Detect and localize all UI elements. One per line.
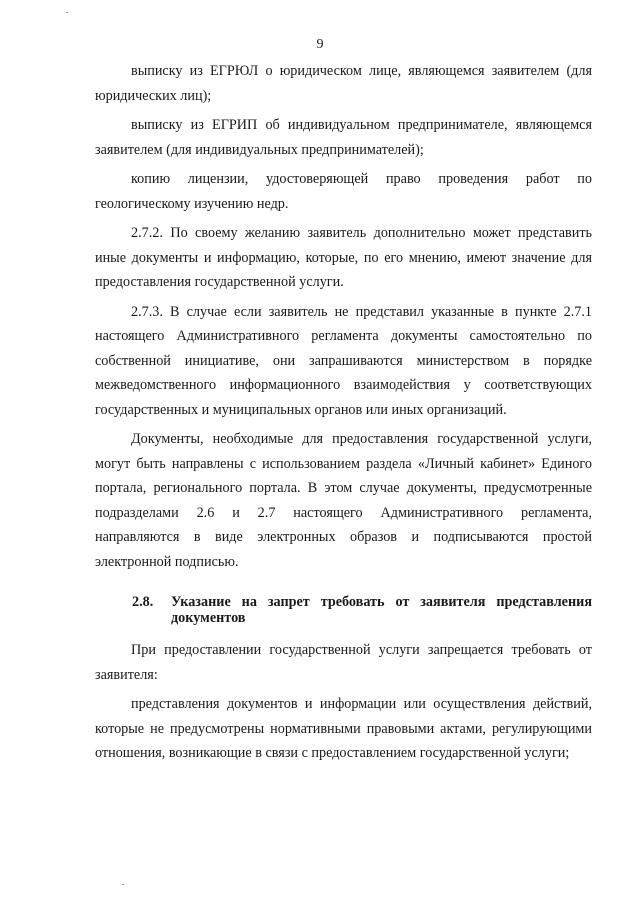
section-title: Указание на запрет требовать от заявителя представления документов: [171, 594, 592, 626]
paragraph-egrip-extract: выписку из ЕГРИП об индивидуальном предпринимателе, являющемся заявителем (для индивидуальных предпринимателей);: [95, 117, 592, 158]
scan-speck: [122, 884, 124, 885]
paragraph-2-7-3: 2.7.3. В случае если заявитель не представил указанные в пункте 2.7.1 настоящего Административного регламента документы самостоятельно по собственной инициативе, они запрашиваются министерством в порядке межведомственного информационного взаимодействия у соответствующих государственных и муниципальных органов или иных организаций.: [95, 303, 592, 418]
section-number: 2.8.: [132, 594, 154, 610]
paragraph-2-7-2: 2.7.2. По своему желанию заявитель дополнительно может представить иные документы и информацию, которые, по его мнению, имеют значение для предоставления государственной услуги.: [95, 225, 592, 290]
paragraph-prohibition-intro: При предоставлении государственной услуги запрещается требовать от заявителя:: [95, 642, 592, 683]
page-number: 9: [316, 37, 324, 52]
document-body: [95, 59, 592, 771]
paragraph-license-copy: копию лицензии, удостоверяющей право проведения работ по геологическому изучению недр.: [95, 171, 592, 212]
paragraph-prohibition-item: представления документов и информации или осуществления действий, которые не предусмотрены нормативными правовыми актами, регулирующими отношения, возникающие в связи с предоставлением государственной услуги;: [95, 696, 592, 761]
scan-speck: [66, 12, 68, 13]
paragraph-egrul-extract: выписку из ЕГРЮЛ о юридическом лице, являющемся заявителем (для юридических лиц);: [95, 63, 592, 104]
section-heading: [95, 594, 592, 626]
paragraph-personal-cabinet: Документы, необходимые для предоставления государственной услуги, могут быть направлены с использованием раздела «Личный кабинет» Единого портала, регионального портала. В этом случае документы, предусмотренные подразделами 2.6 и 2.7 настоящего Административного регламента, направляются в виде электронных образов и подписываются простой электронной подписью.: [95, 431, 592, 570]
